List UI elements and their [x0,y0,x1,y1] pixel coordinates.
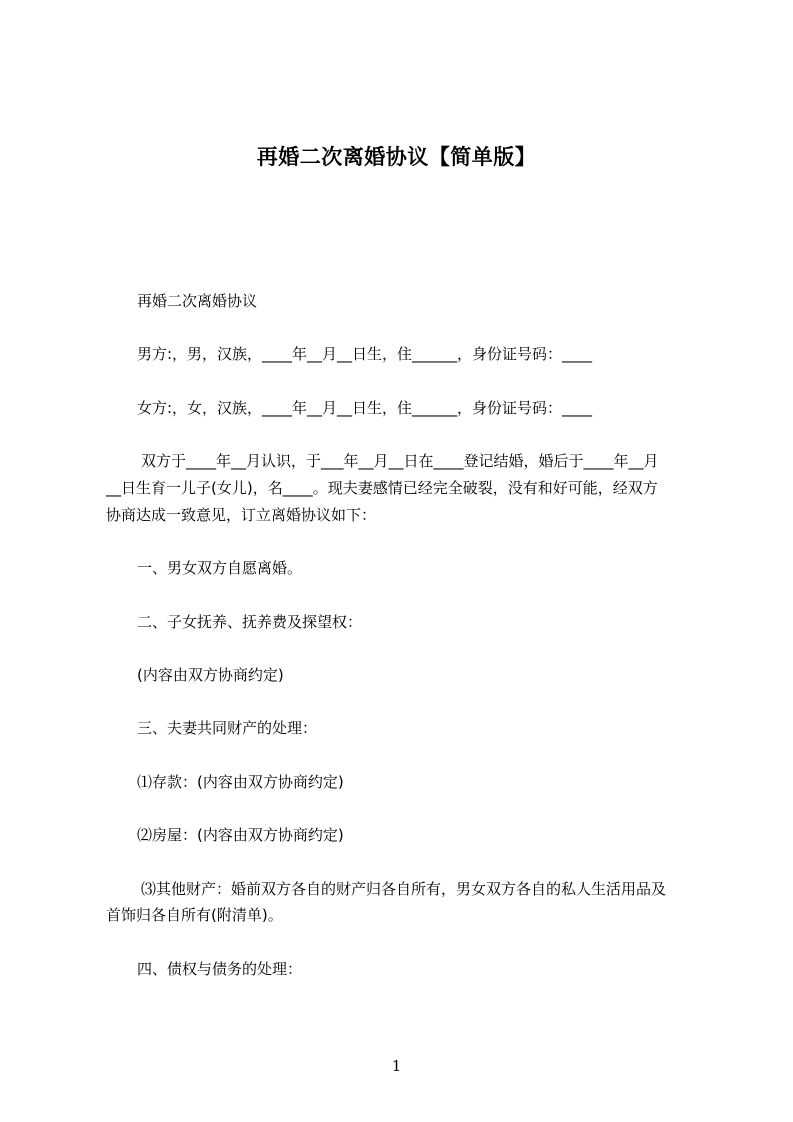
clause-4-heading: 四、债权与债务的处理： [137,960,303,978]
clause-3-heading: 三、夫妻共同财产的处理： [137,719,318,737]
male-party-line: 男方:，男，汉族，____年__月__日生，住______，身份证号码：____ [137,345,593,363]
page-number: 1 [391,1057,402,1075]
document-title: 再婚二次离婚协议【简单版】 [256,145,537,169]
intro-paragraph-line-1: 双方于____年__月认识，于___年__月__日在____登记结婚，婚后于____年__月 [141,452,659,470]
clause-3-item-1: ⑴存款：(内容由双方协商约定) [137,773,344,791]
clause-3-item-3-line-2: 首饰归各自所有(附清单)。 [106,906,283,924]
clause-2-content: (内容由双方协商约定) [137,666,284,684]
female-party-line: 女方:，女，汉族，____年__月__日生，住______，身份证号码：____ [137,399,593,417]
subtitle-line: 再婚二次离婚协议 [137,292,258,310]
clause-3-item-2: ⑵房屋：(内容由双方协商约定) [137,826,344,844]
intro-paragraph-line-3: 协商达成一致意见，订立离婚协议如下： [106,506,377,524]
clause-2-heading: 二、子女抚养、抚养费及探望权： [137,613,363,631]
intro-paragraph-line-2: __日生育一儿子(女儿)，名____。现夫妻感情已经完全破裂，没有和好可能，经双方 [106,479,658,497]
clause-3-item-3-line-1: ⑶其他财产：婚前双方各自的财产归各自所有，男女双方各自的私人生活用品及 [141,880,667,898]
clause-1-heading: 一、男女双方自愿离婚。 [137,559,303,577]
